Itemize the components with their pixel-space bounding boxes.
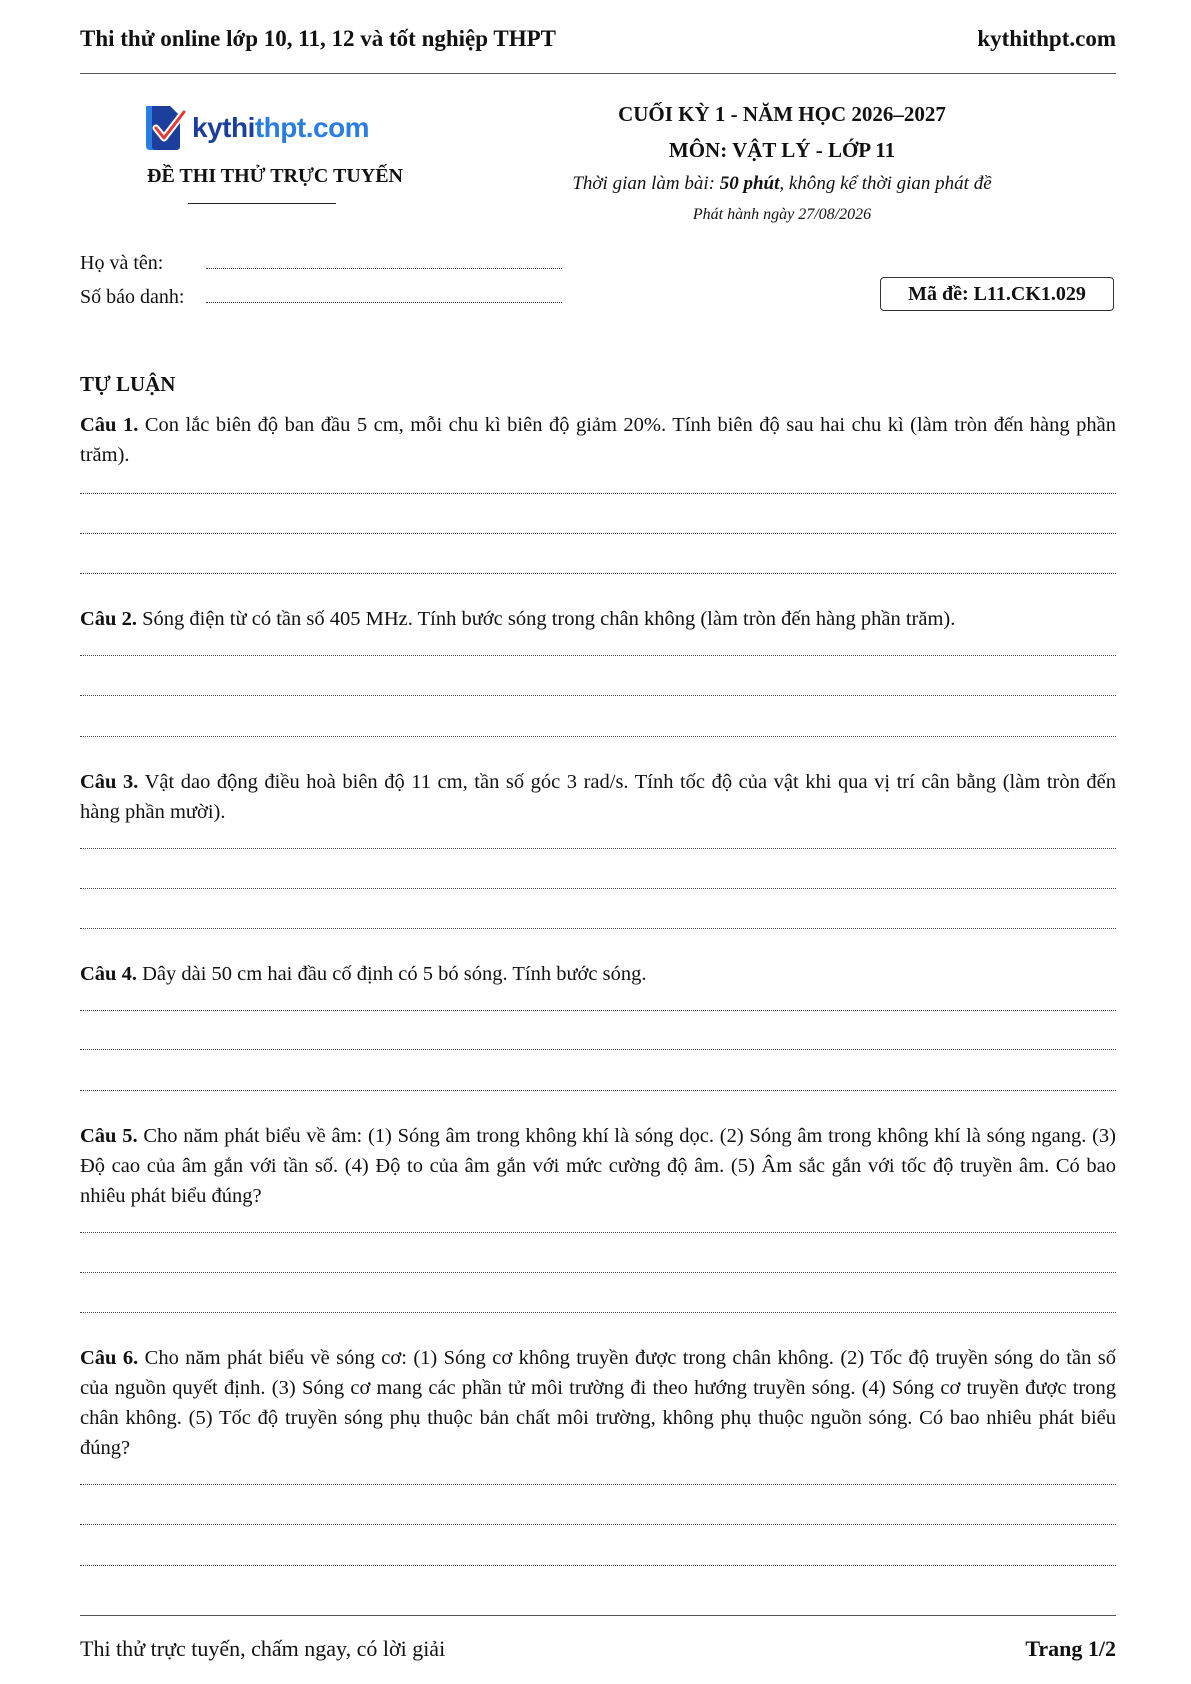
student-name-label: Họ và tên: [80, 252, 164, 274]
header-tagline: Thi thử online lớp 10, 11, 12 và tốt nghiệp THPT [80, 26, 556, 51]
answer-line[interactable] [80, 573, 1116, 574]
answer-line[interactable] [80, 848, 1116, 849]
footer-divider [80, 1615, 1116, 1616]
answer-line[interactable] [80, 1232, 1116, 1233]
student-id-row [80, 286, 562, 309]
student-id-label: Số báo danh: [80, 286, 185, 308]
question-5: Câu 5. Cho năm phát biểu về âm: (1) Sóng âm trong không khí là sóng dọc. (2) Sóng âm trong không khí là sóng ngang. (3) Độ cao của âm gắn với tần số. (4) Độ to của âm gắn với mức cường độ âm. (5) Âm sắc gắn với tốc độ truyền âm. Có bao nhiêu phát biểu đúng? [80, 1125, 1116, 1207]
answer-line[interactable] [80, 533, 1116, 534]
exam-info [550, 96, 1014, 230]
answer-line[interactable] [80, 1312, 1116, 1313]
answer-line[interactable] [80, 655, 1116, 656]
header-site: kythithpt.com [977, 26, 1116, 51]
exam-page [80, 0, 1116, 1684]
answer-line[interactable] [80, 1049, 1116, 1050]
answer-line[interactable] [80, 1484, 1116, 1485]
page-footer [80, 1636, 1116, 1662]
answer-line[interactable] [80, 1272, 1116, 1273]
answer-line[interactable] [80, 736, 1116, 737]
logo-check-icon [140, 102, 190, 154]
student-name-row [80, 252, 562, 275]
answer-line[interactable] [80, 928, 1116, 929]
question-3: Câu 3. Vật dao động điều hoà biên độ 11 cm, tần số góc 3 rad/s. Tính tốc độ của vật khi qua vị trí cân bằng (làm tròn đến hàng phần mười). [80, 771, 1117, 823]
page-number: Trang 1/2 [1025, 1636, 1116, 1661]
answer-line[interactable] [80, 1090, 1116, 1091]
question-4: Câu 4. Dây dài 50 cm hai đầu cố định có 5 bó sóng. Tính bước sóng. [80, 963, 647, 985]
footer-tagline: Thi thử trực tuyến, chấm ngay, có lời giải [80, 1636, 446, 1661]
top-header [80, 22, 1116, 56]
exam-duration: Thời gian làm bài: 50 phút, không kể thời gian phát đề [572, 173, 992, 194]
answer-line[interactable] [80, 695, 1116, 696]
exam-title: CUỐI KỲ 1 - NĂM HỌC 2026–2027 [618, 102, 946, 126]
answer-line[interactable] [80, 1010, 1116, 1011]
question-2: Câu 2. Sóng điện từ có tần số 405 MHz. Tính bước sóng trong chân không (làm tròn đến hàng phần trăm). [80, 608, 956, 630]
answer-line[interactable] [80, 1524, 1116, 1525]
question-6: Câu 6. Cho năm phát biểu về sóng cơ: (1) Sóng cơ không truyền được trong chân không. (2) Tốc độ truyền sóng do tần số của nguồn quyết định. (3) Sóng cơ mang các phần tử môi trường đi theo hướng truyền sóng. (4) Sóng cơ truyền được trong chân không. (5) Tốc độ truyền sóng phụ thuộc bản chất môi trường, không phụ thuộc nguồn sóng. Có bao nhiêu phát biểu đúng? [80, 1347, 1116, 1459]
exam-code-badge: Mã đề: L11.CK1.029 [880, 277, 1114, 311]
exam-release-date: Phát hành ngày 27/08/2026 [692, 206, 872, 223]
answer-line[interactable] [80, 1565, 1116, 1566]
question-1: Câu 1. Con lắc biên độ ban đầu 5 cm, mỗi chu kì biên độ giảm 20%. Tính biên độ sau hai chu kì (làm tròn đến hàng phần trăm). [80, 414, 1116, 466]
header-divider [80, 73, 1116, 74]
section-title: TỰ LUẬN [80, 372, 176, 396]
answer-line[interactable] [80, 888, 1116, 889]
logo-wordmark: kythithpt.com [192, 112, 370, 143]
student-name-field[interactable] [206, 254, 562, 269]
answer-line[interactable] [80, 493, 1116, 494]
student-id-field[interactable] [206, 288, 562, 303]
exam-subject: MÔN: VẬT LÝ - LỚP 11 [668, 138, 896, 162]
org-underline [188, 203, 336, 204]
org-label: ĐỀ THI THỬ TRỰC TUYẾN [147, 165, 403, 187]
logo [140, 100, 410, 156]
